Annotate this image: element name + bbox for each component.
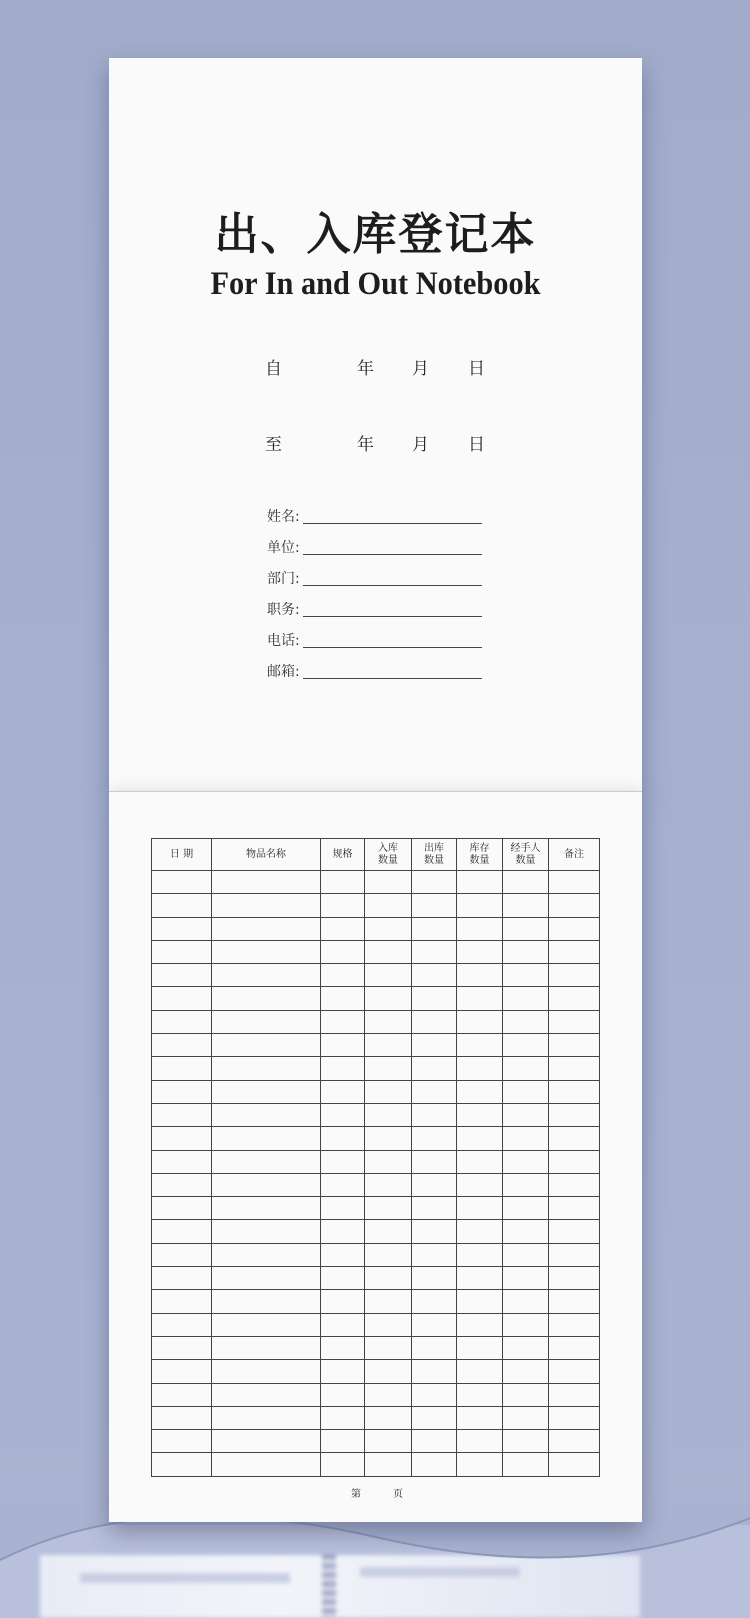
table-row	[152, 1313, 600, 1336]
table-row	[152, 1290, 600, 1313]
page-prefix: 第	[351, 1489, 361, 1500]
table-cell[interactable]	[365, 894, 412, 917]
table-cell[interactable]	[412, 1406, 457, 1429]
table-cell[interactable]	[457, 1034, 503, 1057]
field-name	[267, 506, 527, 528]
table-cell[interactable]	[321, 1406, 365, 1429]
table-cell[interactable]	[457, 1150, 503, 1173]
table-row	[152, 1383, 600, 1406]
table-cell[interactable]	[212, 1103, 321, 1126]
table-cell[interactable]	[212, 871, 321, 894]
table-cell[interactable]	[212, 1290, 321, 1313]
table-cell[interactable]	[321, 1034, 365, 1057]
field-label: 部门:	[267, 571, 300, 587]
table-cell[interactable]	[549, 1267, 600, 1290]
table-cell[interactable]	[412, 1150, 457, 1173]
table-cell[interactable]	[365, 1406, 412, 1429]
table-cell[interactable]	[503, 1173, 549, 1196]
field-label: 邮箱:	[267, 664, 300, 680]
table-cell[interactable]	[503, 894, 549, 917]
table-cell[interactable]	[549, 1243, 600, 1266]
table-cell[interactable]	[212, 1127, 321, 1150]
fill-line[interactable]	[303, 647, 482, 648]
table-cell[interactable]	[152, 1010, 212, 1033]
table-cell[interactable]	[457, 1406, 503, 1429]
table-cell[interactable]	[365, 1080, 412, 1103]
table-cell[interactable]	[321, 1383, 365, 1406]
table-cell[interactable]	[321, 1430, 365, 1453]
table-cell[interactable]	[412, 1383, 457, 1406]
table-cell[interactable]	[503, 1150, 549, 1173]
table-cell[interactable]	[457, 1173, 503, 1196]
table-cell[interactable]	[321, 1243, 365, 1266]
field-unit	[267, 537, 527, 559]
table-cell[interactable]	[152, 1103, 212, 1126]
table-cell[interactable]	[412, 1010, 457, 1033]
table-cell[interactable]	[321, 1010, 365, 1033]
date-from-year: 年	[357, 359, 374, 379]
cover-title-chinese: 出、入库登记本	[214, 209, 537, 260]
table-cell[interactable]	[457, 894, 503, 917]
table-cell[interactable]	[457, 1383, 503, 1406]
field-phone	[267, 630, 527, 652]
ledger-header-row	[152, 839, 600, 871]
table-cell[interactable]	[212, 1197, 321, 1220]
table-cell[interactable]	[152, 1290, 212, 1313]
table-cell[interactable]	[212, 1336, 321, 1359]
field-email	[267, 661, 527, 683]
table-cell[interactable]	[457, 1290, 503, 1313]
table-cell[interactable]	[503, 1010, 549, 1033]
table-cell[interactable]	[365, 940, 412, 963]
table-cell[interactable]	[152, 1453, 212, 1476]
table-cell[interactable]	[321, 1220, 365, 1243]
table-cell[interactable]	[212, 1313, 321, 1336]
table-cell[interactable]	[321, 894, 365, 917]
table-cell[interactable]	[321, 987, 365, 1010]
table-cell[interactable]	[549, 940, 600, 963]
table-row	[152, 1336, 600, 1359]
table-cell[interactable]	[152, 1406, 212, 1429]
table-cell[interactable]	[457, 917, 503, 940]
table-cell[interactable]	[457, 1127, 503, 1150]
table-cell[interactable]	[365, 917, 412, 940]
date-to-row	[109, 430, 642, 454]
date-to-prefix: 至	[265, 435, 282, 455]
table-cell[interactable]	[412, 940, 457, 963]
table-cell[interactable]	[152, 1383, 212, 1406]
table-cell[interactable]	[152, 1150, 212, 1173]
table-cell[interactable]	[503, 1313, 549, 1336]
table-row	[152, 1243, 600, 1266]
field-label: 电话:	[267, 633, 300, 649]
table-cell[interactable]	[321, 1336, 365, 1359]
table-cell[interactable]	[321, 1080, 365, 1103]
table-cell[interactable]	[152, 1336, 212, 1359]
header-remarks: 备注	[549, 839, 600, 871]
table-cell[interactable]	[412, 917, 457, 940]
table-cell[interactable]	[152, 1057, 212, 1080]
table-cell[interactable]	[365, 1290, 412, 1313]
table-cell[interactable]	[212, 1010, 321, 1033]
table-cell[interactable]	[152, 894, 212, 917]
table-cell[interactable]	[549, 1406, 600, 1429]
table-cell[interactable]	[503, 1103, 549, 1126]
table-cell[interactable]	[412, 894, 457, 917]
table-cell[interactable]	[457, 940, 503, 963]
table-cell[interactable]	[365, 1360, 412, 1383]
table-cell[interactable]	[212, 987, 321, 1010]
date-from-day: 日	[468, 359, 485, 379]
table-cell[interactable]	[365, 1453, 412, 1476]
date-from-row	[109, 354, 642, 378]
table-row	[152, 1103, 600, 1126]
field-label: 职务:	[267, 602, 300, 618]
table-cell[interactable]	[549, 1034, 600, 1057]
table-cell[interactable]	[457, 1313, 503, 1336]
table-cell[interactable]	[503, 1383, 549, 1406]
table-cell[interactable]	[365, 1383, 412, 1406]
table-cell[interactable]	[321, 1453, 365, 1476]
header-spec: 规格	[321, 839, 365, 871]
table-cell[interactable]	[549, 1057, 600, 1080]
table-cell[interactable]	[365, 987, 412, 1010]
table-cell[interactable]	[457, 1080, 503, 1103]
table-cell[interactable]	[549, 1010, 600, 1033]
table-row	[152, 1150, 600, 1173]
table-row	[152, 917, 600, 940]
ledger-page	[109, 791, 642, 1522]
table-cell[interactable]	[549, 917, 600, 940]
table-row	[152, 1010, 600, 1033]
table-cell[interactable]	[549, 1453, 600, 1476]
table-cell[interactable]	[503, 1080, 549, 1103]
table-cell[interactable]	[412, 1103, 457, 1126]
table-cell[interactable]	[321, 1197, 365, 1220]
table-cell[interactable]	[212, 1360, 321, 1383]
fill-line[interactable]	[303, 616, 482, 617]
fill-line[interactable]	[303, 523, 482, 524]
table-cell[interactable]	[212, 1173, 321, 1196]
date-from-prefix: 自	[265, 359, 282, 379]
table-cell[interactable]	[412, 1290, 457, 1313]
table-cell[interactable]	[152, 1243, 212, 1266]
date-to-year: 年	[357, 435, 374, 455]
table-cell[interactable]	[412, 1173, 457, 1196]
table-cell[interactable]	[321, 940, 365, 963]
table-cell[interactable]	[412, 1336, 457, 1359]
table-row	[152, 1430, 600, 1453]
table-cell[interactable]	[321, 1290, 365, 1313]
table-cell[interactable]	[212, 1383, 321, 1406]
table-cell[interactable]	[503, 1243, 549, 1266]
table-cell[interactable]	[365, 1243, 412, 1266]
table-cell[interactable]	[412, 1430, 457, 1453]
table-cell[interactable]	[549, 987, 600, 1010]
table-cell[interactable]	[549, 964, 600, 987]
table-cell[interactable]	[549, 1360, 600, 1383]
table-cell[interactable]	[321, 1313, 365, 1336]
table-cell[interactable]	[503, 1127, 549, 1150]
table-cell[interactable]	[549, 1430, 600, 1453]
table-cell[interactable]	[549, 1336, 600, 1359]
fill-line[interactable]	[303, 585, 482, 586]
table-cell[interactable]	[212, 917, 321, 940]
table-cell[interactable]	[457, 1197, 503, 1220]
table-cell[interactable]	[365, 1103, 412, 1126]
table-cell[interactable]	[457, 1360, 503, 1383]
fill-line[interactable]	[303, 678, 482, 679]
table-cell[interactable]	[549, 1290, 600, 1313]
table-cell[interactable]	[365, 1267, 412, 1290]
table-row	[152, 964, 600, 987]
table-cell[interactable]	[152, 1080, 212, 1103]
table-cell[interactable]	[321, 964, 365, 987]
table-cell[interactable]	[321, 1057, 365, 1080]
table-cell[interactable]	[549, 1103, 600, 1126]
table-cell[interactable]	[321, 1360, 365, 1383]
table-cell[interactable]	[412, 871, 457, 894]
table-cell[interactable]	[152, 1034, 212, 1057]
header-date: 日 期	[152, 839, 212, 871]
table-cell[interactable]	[549, 1383, 600, 1406]
header-out-qty: 出库 数量	[412, 839, 457, 871]
table-cell[interactable]	[365, 1173, 412, 1196]
table-cell[interactable]	[365, 1197, 412, 1220]
table-row	[152, 871, 600, 894]
table-cell[interactable]	[457, 1057, 503, 1080]
fill-line[interactable]	[303, 554, 482, 555]
table-cell[interactable]	[321, 1103, 365, 1126]
table-cell[interactable]	[321, 1267, 365, 1290]
table-cell[interactable]	[152, 1313, 212, 1336]
table-cell[interactable]	[503, 1336, 549, 1359]
table-cell[interactable]	[503, 1220, 549, 1243]
field-department	[267, 568, 527, 590]
header-handler-qty: 经手人 数量	[503, 839, 549, 871]
table-cell[interactable]	[549, 1150, 600, 1173]
table-cell[interactable]	[152, 871, 212, 894]
table-cell[interactable]	[549, 1173, 600, 1196]
table-cell[interactable]	[321, 1127, 365, 1150]
table-cell[interactable]	[321, 1173, 365, 1196]
ledger-table	[151, 838, 600, 1477]
table-cell[interactable]	[457, 1267, 503, 1290]
table-cell[interactable]	[549, 1313, 600, 1336]
table-cell[interactable]	[503, 1057, 549, 1080]
table-cell[interactable]	[412, 1243, 457, 1266]
table-cell[interactable]	[152, 917, 212, 940]
table-row	[152, 1127, 600, 1150]
table-cell[interactable]	[503, 1406, 549, 1429]
table-cell[interactable]	[212, 1150, 321, 1173]
table-cell[interactable]	[365, 1220, 412, 1243]
table-cell[interactable]	[365, 1336, 412, 1359]
table-cell[interactable]	[457, 1103, 503, 1126]
table-cell[interactable]	[412, 1453, 457, 1476]
table-cell[interactable]	[503, 871, 549, 894]
field-label: 单位:	[267, 540, 300, 556]
table-cell[interactable]	[212, 1057, 321, 1080]
table-cell[interactable]	[365, 1127, 412, 1150]
ledger-body	[152, 871, 600, 1477]
table-cell[interactable]	[457, 1220, 503, 1243]
date-to-day: 日	[468, 435, 485, 455]
table-cell[interactable]	[212, 894, 321, 917]
table-cell[interactable]	[212, 964, 321, 987]
table-cell[interactable]	[503, 1360, 549, 1383]
field-label: 姓名:	[267, 509, 300, 525]
table-cell[interactable]	[503, 1430, 549, 1453]
table-cell[interactable]	[503, 987, 549, 1010]
table-cell[interactable]	[212, 1220, 321, 1243]
table-cell[interactable]	[212, 1406, 321, 1429]
table-cell[interactable]	[212, 1267, 321, 1290]
table-cell[interactable]	[503, 1267, 549, 1290]
table-row	[152, 1173, 600, 1196]
table-cell[interactable]	[457, 1430, 503, 1453]
table-row	[152, 987, 600, 1010]
table-cell[interactable]	[365, 1430, 412, 1453]
table-cell[interactable]	[457, 987, 503, 1010]
table-cell[interactable]	[549, 1127, 600, 1150]
table-row	[152, 1057, 600, 1080]
table-cell[interactable]	[549, 894, 600, 917]
table-row	[152, 1267, 600, 1290]
table-cell[interactable]	[412, 987, 457, 1010]
table-cell[interactable]	[457, 964, 503, 987]
table-row	[152, 1197, 600, 1220]
table-cell[interactable]	[412, 1267, 457, 1290]
table-cell[interactable]	[321, 1150, 365, 1173]
table-row	[152, 1360, 600, 1383]
table-cell[interactable]	[152, 987, 212, 1010]
table-cell[interactable]	[503, 1453, 549, 1476]
table-row	[152, 1034, 600, 1057]
table-cell[interactable]	[212, 1430, 321, 1453]
table-cell[interactable]	[549, 1197, 600, 1220]
table-cell[interactable]	[549, 1220, 600, 1243]
table-cell[interactable]	[457, 1010, 503, 1033]
table-row	[152, 1406, 600, 1429]
table-cell[interactable]	[365, 1034, 412, 1057]
table-cell[interactable]	[503, 964, 549, 987]
table-cell[interactable]	[321, 871, 365, 894]
table-cell[interactable]	[212, 1080, 321, 1103]
table-cell[interactable]	[152, 1430, 212, 1453]
table-cell[interactable]	[457, 1243, 503, 1266]
table-cell[interactable]	[503, 1197, 549, 1220]
table-cell[interactable]	[152, 1267, 212, 1290]
table-cell[interactable]	[152, 1197, 212, 1220]
table-row	[152, 1080, 600, 1103]
table-cell[interactable]	[365, 1150, 412, 1173]
table-cell[interactable]	[549, 1080, 600, 1103]
table-cell[interactable]	[412, 1080, 457, 1103]
header-item-name: 物品名称	[212, 839, 321, 871]
table-cell[interactable]	[212, 1453, 321, 1476]
table-cell[interactable]	[152, 1360, 212, 1383]
table-cell[interactable]	[152, 964, 212, 987]
table-cell[interactable]	[365, 964, 412, 987]
table-cell[interactable]	[152, 940, 212, 963]
date-from-month: 月	[412, 359, 429, 379]
table-cell[interactable]	[365, 871, 412, 894]
field-position	[267, 599, 527, 621]
table-cell[interactable]	[212, 1034, 321, 1057]
header-in-qty: 入库 数量	[365, 839, 412, 871]
table-cell[interactable]	[503, 917, 549, 940]
table-cell[interactable]	[412, 964, 457, 987]
table-cell[interactable]	[152, 1220, 212, 1243]
header-stock-qty: 库存 数量	[457, 839, 503, 871]
table-row	[152, 1220, 600, 1243]
table-cell[interactable]	[412, 1220, 457, 1243]
table-row	[152, 894, 600, 917]
table-cell[interactable]	[321, 917, 365, 940]
table-cell[interactable]	[412, 1057, 457, 1080]
table-cell[interactable]	[457, 1336, 503, 1359]
table-cell[interactable]	[365, 1313, 412, 1336]
table-cell[interactable]	[152, 1173, 212, 1196]
table-cell[interactable]	[365, 1057, 412, 1080]
table-cell[interactable]	[412, 1034, 457, 1057]
table-cell[interactable]	[549, 871, 600, 894]
table-cell[interactable]	[412, 1127, 457, 1150]
table-cell[interactable]	[412, 1313, 457, 1336]
cover-title-english: For In and Out Notebook	[210, 266, 541, 302]
table-cell[interactable]	[412, 1197, 457, 1220]
cover-page	[109, 58, 642, 791]
page-suffix: 页	[393, 1489, 403, 1500]
table-cell[interactable]	[457, 1453, 503, 1476]
table-cell[interactable]	[152, 1127, 212, 1150]
table-cell[interactable]	[212, 940, 321, 963]
table-cell[interactable]	[457, 871, 503, 894]
page-number-footer	[109, 1485, 642, 1499]
table-row	[152, 940, 600, 963]
date-to-month: 月	[412, 435, 429, 455]
table-row	[152, 1453, 600, 1476]
table-cell[interactable]	[503, 940, 549, 963]
table-cell[interactable]	[212, 1243, 321, 1266]
table-cell[interactable]	[503, 1290, 549, 1313]
table-cell[interactable]	[412, 1360, 457, 1383]
table-cell[interactable]	[365, 1010, 412, 1033]
table-cell[interactable]	[503, 1034, 549, 1057]
